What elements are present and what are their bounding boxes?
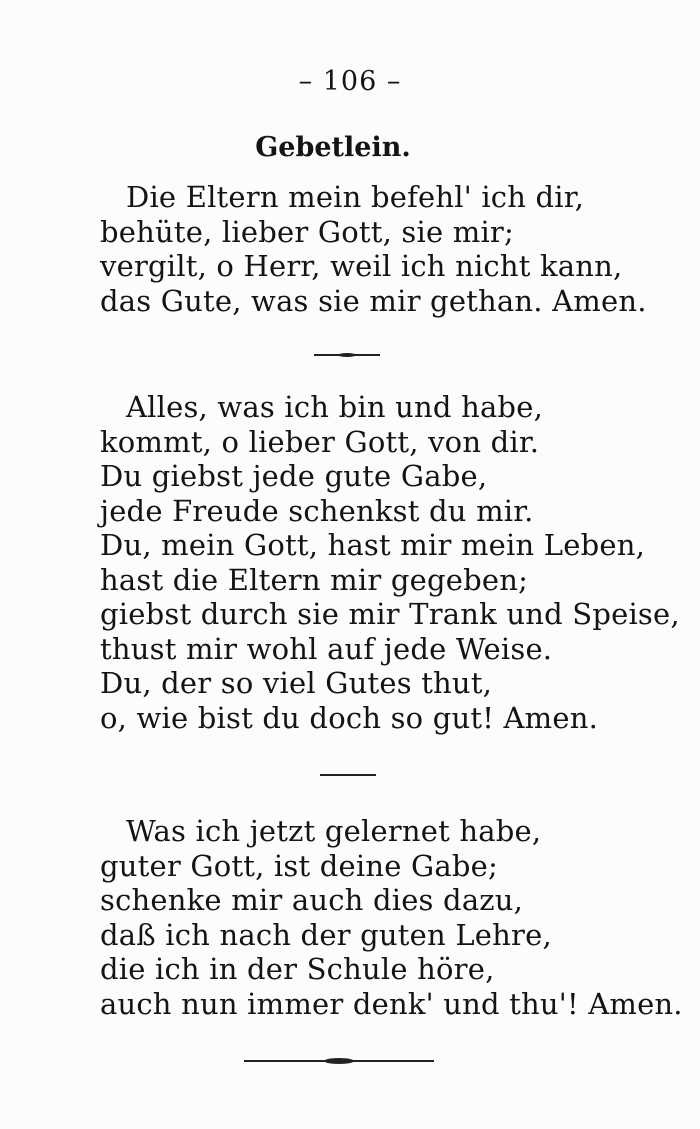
verse-line: Alles, was ich bin und habe, [126,390,543,424]
end-ornament [244,1060,434,1062]
verse-line: schenke mir auch dies dazu, [100,883,524,917]
verse-line: jede Freude schenkst du mir. [100,493,534,528]
verse-line: thust mir wohl auf jede Weise. [100,631,553,666]
ornament-divider [314,354,380,356]
verse-line: auch nun immer denk' und thu'! Amen. [100,986,683,1021]
verse-line: hast die Eltern mir gegeben; [100,562,529,597]
poem-title: Gebetlein. [255,132,411,163]
verse-line: vergilt, o Herr, weil ich nicht kann, [100,249,623,283]
page-number: – 106 – [298,66,402,97]
prayer-stanza-1 [100,180,660,318]
verse-line: Du giebst jede gute Gabe, [100,459,488,493]
verse-line: kommt, o lieber Gott, von dir. [100,424,540,459]
verse-line: o, wie bist du doch so gut! Amen. [100,700,599,735]
prayer-stanza-3 [100,814,683,1021]
verse-line: Was ich jetzt gelernet habe, [126,814,542,848]
verse-line: daß ich nach der guten Lehre, [100,917,552,952]
prayer-stanza-2 [100,390,680,735]
verse-line: guter Gott, ist deine Gabe; [100,848,498,883]
verse-line: Du, der so viel Gutes thut, [100,666,493,700]
verse-line: giebst durch sie mir Trank und Speise, [100,597,680,631]
verse-line: das Gute, was sie mir gethan. Amen. [100,283,647,318]
verse-line: die ich in der Schule höre, [100,952,495,986]
verse-line: Du, mein Gott, hast mir mein Leben, [100,528,646,562]
verse-line: behüte, lieber Gott, sie mir; [100,214,514,249]
divider-line [320,774,376,776]
verse-line: Die Eltern mein befehl' ich dir, [126,180,585,214]
